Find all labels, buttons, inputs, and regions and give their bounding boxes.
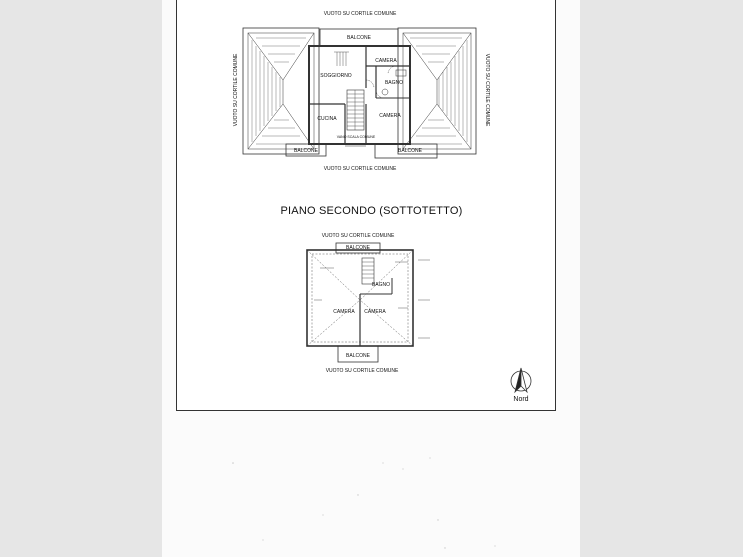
- plan2-bottom-label: VUOTO SU CORTILE COMUNE: [325, 368, 399, 374]
- plan1-bottom-label: VUOTO SU CORTILE COMUNE: [323, 166, 397, 172]
- plan2-camera-1: CAMERA: [333, 309, 355, 315]
- plan1-bagno: BAGNO: [384, 80, 404, 86]
- plan1-soggiorno: SOGGIORNO: [320, 73, 352, 79]
- plan2-camera-2: CAMERA: [364, 309, 386, 315]
- plan2-bagno: BAGNO: [371, 282, 391, 288]
- plan1-cucina: CUCINA: [317, 116, 337, 122]
- plan1-camera-2: CAMERA: [379, 113, 401, 119]
- plan1-right-label: VUOTO SU CORTILE COMUNE: [484, 53, 490, 127]
- page-title: PIANO SECONDO (SOTTOTETTO): [280, 205, 463, 217]
- plan1-balcone-right: BALCONE: [398, 148, 422, 154]
- plan1-balcone-top: BALCONE: [347, 35, 371, 41]
- plan2-balcone-top: BALCONE: [346, 245, 370, 251]
- plan1-balcone-left: BALCONE: [294, 148, 318, 154]
- plan2-top-label: VUOTO SU CORTILE COMUNE: [321, 233, 395, 239]
- plan1-vano-scala: VANO SCALA COMUNE: [336, 135, 376, 139]
- plan1-top-label: VUOTO SU CORTILE COMUNE: [323, 11, 397, 17]
- plan2-balcone-bottom: BALCONE: [346, 353, 370, 359]
- scan-noise: [232, 457, 495, 548]
- plan1-camera-1: CAMERA: [375, 58, 397, 64]
- second-floor-plan: [307, 243, 430, 362]
- north-label: Nord: [513, 396, 529, 403]
- plan1-left-label: VUOTO SU CORTILE COMUNE: [233, 53, 239, 127]
- north-arrow-icon: [511, 368, 531, 392]
